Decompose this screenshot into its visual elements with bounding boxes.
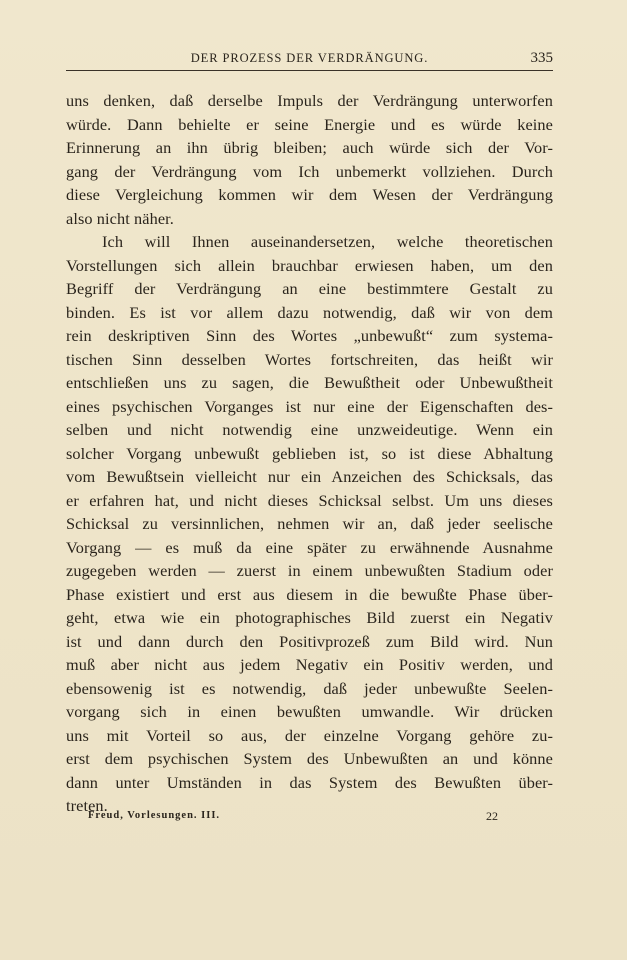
text-line: binden. Es ist vor allem dazu notwendig, daß wir von dem xyxy=(66,302,553,322)
text-line: Begriff der Verdrängung an eine bestimmtere Gestalt zu xyxy=(66,279,553,298)
text-line: also nicht näher. xyxy=(66,208,174,228)
text-line: treten. xyxy=(66,796,108,815)
text-line: solcher Vorgang unbewußt geblieben ist, so ist diese Abhaltung xyxy=(66,443,553,463)
running-title: DER PROZESS DER VERDRÄNGUNG. xyxy=(190,51,429,65)
text-line: vorgang sich in einen bewußten umwandle. Wir drücken xyxy=(66,702,553,721)
text-line: diese Vergleichung kommen wir dem Wesen der Verdrängung xyxy=(66,185,553,204)
text-line: Vorstellungen sich allein brauchbar erwiesen haben, um den xyxy=(66,255,553,275)
text-line: Ich will Ihnen auseinandersetzen, welche theoretischen xyxy=(102,232,553,251)
text-line: entschließen uns zu sagen, die Bewußtheit oder Unbewußtheit xyxy=(66,373,553,392)
sheet-number: 22 xyxy=(486,809,498,823)
text-line: Phase existiert und erst aus diesem in die bewußte Phase über- xyxy=(66,584,553,604)
text-line: dann unter Umständen in das System des Bewußten über- xyxy=(66,772,553,792)
text-line: erst dem psychischen System des Unbewußten an und könne xyxy=(66,749,553,768)
text-line: Vorgang — es muß da eine später zu erwähnende Ausnahme xyxy=(66,537,553,557)
text-line: eines psychischen Vorganges ist nur eine der Eigenschaften des- xyxy=(66,396,553,416)
page-number: 335 xyxy=(530,50,553,66)
text-line: muß aber nicht aus jedem Negativ ein Positiv werden, und xyxy=(66,655,553,674)
text-line: tischen Sinn desselben Wortes fortschreiten, das heißt wir xyxy=(66,349,553,369)
text-line: er erfahren hat, und nicht dieses Schicksal selbst. Um uns dieses xyxy=(66,490,553,510)
text-line: zugegeben werden — zuerst in einem unbewußten Stadium oder xyxy=(66,561,553,580)
signature-mark: Freud, Vorlesungen. III. xyxy=(88,810,221,821)
text-line: ist und dann durch den Positivprozeß zum Bild wird. Nun xyxy=(66,631,553,651)
text-line: ebensowenig ist es notwendig, daß jeder unbewußte Seelen- xyxy=(66,678,553,698)
body-text xyxy=(66,89,553,818)
text-line: uns denken, daß derselbe Impuls der Verdrängung unterworfen xyxy=(66,91,553,110)
text-line: selben und nicht notwendig eine unzweideutige. Wenn ein xyxy=(66,420,553,439)
header-rule xyxy=(66,70,553,71)
page-footer xyxy=(88,808,498,824)
text-line: rein deskriptiven Sinn des Wortes „unbewußt“ zum systema- xyxy=(66,326,553,345)
page-header xyxy=(66,49,553,67)
text-line: uns mit Vorteil so aus, der einzelne Vorgang gehöre zu- xyxy=(66,725,553,745)
text-line: Erinnerung an ihn übrig bleiben; auch würde sich der Vor- xyxy=(66,138,553,157)
text-line: gang der Verdrängung vom Ich unbemerkt vollziehen. Durch xyxy=(66,161,553,181)
text-line: Schicksal zu versinnlichen, nehmen wir an, daß jeder seelische xyxy=(66,514,553,533)
text-line: geht, etwa wie ein photographisches Bild zuerst ein Negativ xyxy=(66,608,553,627)
text-line: würde. Dann behielte er seine Energie und es würde keine xyxy=(66,114,553,134)
text-line: vom Bewußtsein vielleicht nur ein Anzeichen des Schicksals, das xyxy=(66,467,553,486)
